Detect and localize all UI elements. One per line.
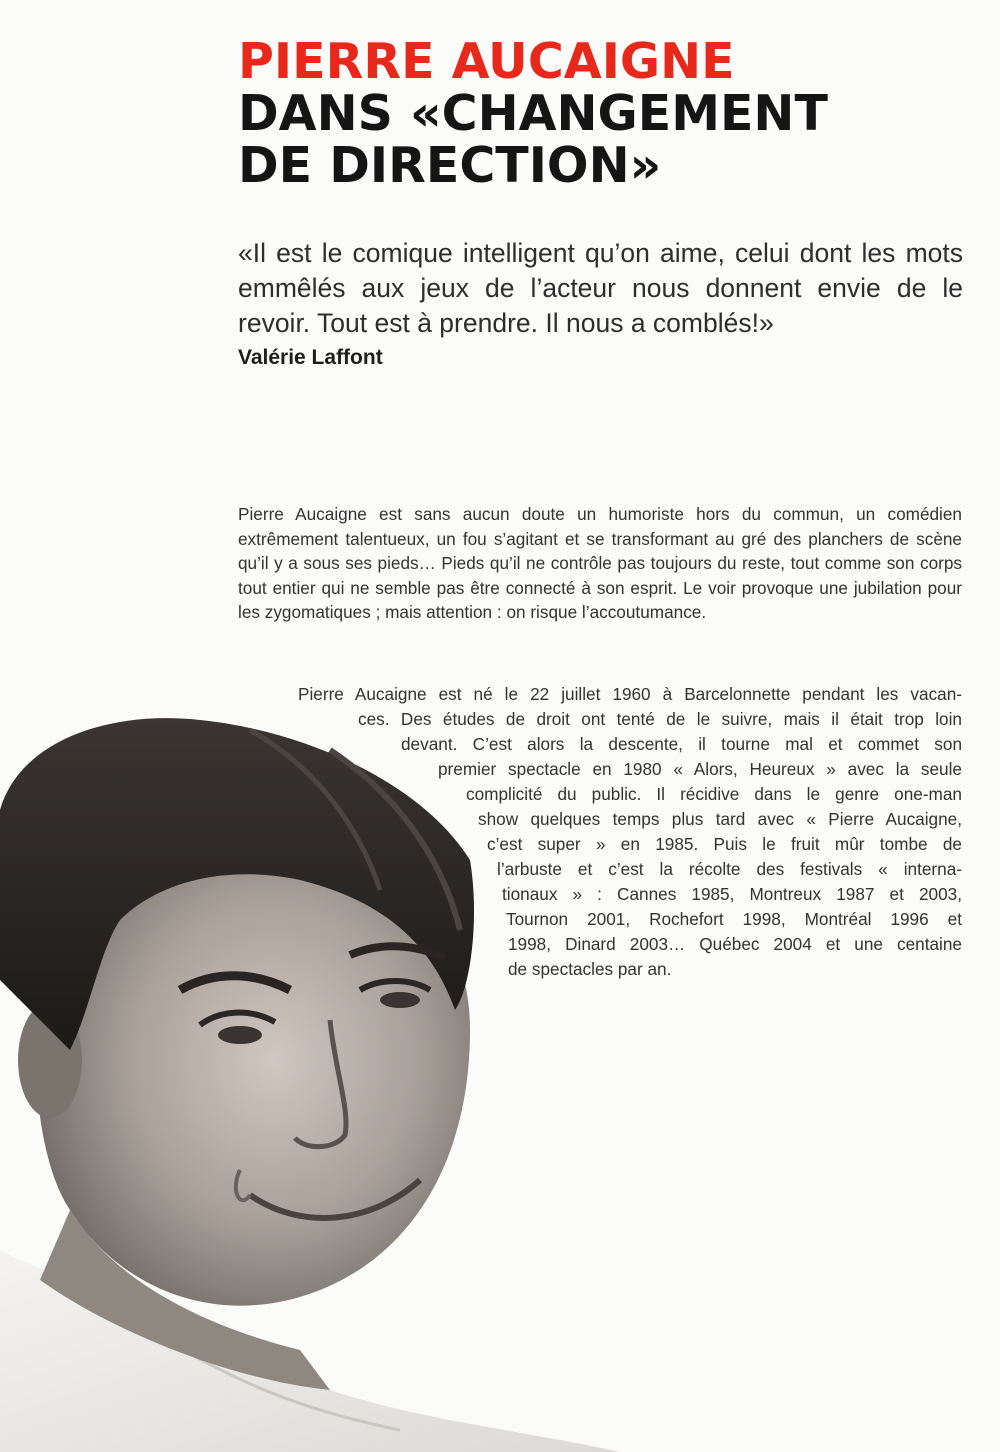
bio-line: ces. Des études de droit ont tenté de le suivre, mais il était trop loin	[358, 709, 962, 729]
title-show-line2: DE DIRECTION»	[238, 137, 662, 194]
intro-paragraph: Pierre Aucaigne est sans aucun doute un humoriste hors du commun, un comédien extrêmement talentueux, un fou s’agitant et se transformant au gré des planchers de scène qu’il y a sous ses pieds… Pieds qu’il ne contrôle pas toujours du reste, tout comme son corps tout entier qui ne semble pas être connecté à son esprit. Le voir provoque une jubilation pour les zygomatiques ; mais attention : on risque l’accoutumance.	[238, 504, 962, 622]
bio-line: Tournon 2001, Rochefort 1998, Montréal 1996 et	[506, 909, 962, 929]
bio-line: Pierre Aucaigne est né le 22 juillet 1960 à Barcelonnette pendant les vacan-	[298, 684, 962, 704]
bio-line: show quelques temps plus tard avec « Pierre Aucaigne,	[478, 809, 962, 829]
title-show-line1: DANS «CHANGEMENT	[238, 85, 828, 142]
bio-line: de spectacles par an.	[508, 959, 672, 979]
bio-line: complicité du public. Il récidive dans le genre one-man	[466, 784, 962, 804]
article-title	[238, 33, 938, 194]
bio-line: premier spectacle en 1980 « Alors, Heureux » avec la seule	[438, 759, 962, 779]
bio-line: l’arbuste et c’est la récolte des festivals « interna-	[497, 859, 962, 879]
quote-author: Valérie Laffont	[238, 346, 383, 369]
pull-quote: «Il est le comique intelligent qu’on aime, celui dont les mots emmêlés aux jeux de l’acteur nous donnent envie de le revoir. Tout est à prendre. Il nous a comblés!»	[238, 238, 963, 338]
title-name: PIERRE AUCAIGNE	[238, 33, 735, 90]
biography-paragraph	[0, 682, 1000, 1002]
bio-line: devant. C’est alors la descente, il tourne mal et commet son	[401, 734, 962, 754]
bio-line: c’est super » en 1985. Puis le fruit mûr tombe de	[487, 834, 962, 854]
bio-line: 1998, Dinard 2003… Québec 2004 et une centaine	[508, 934, 962, 954]
bio-line: tionaux » : Cannes 1985, Montreux 1987 et 2003,	[502, 884, 962, 904]
